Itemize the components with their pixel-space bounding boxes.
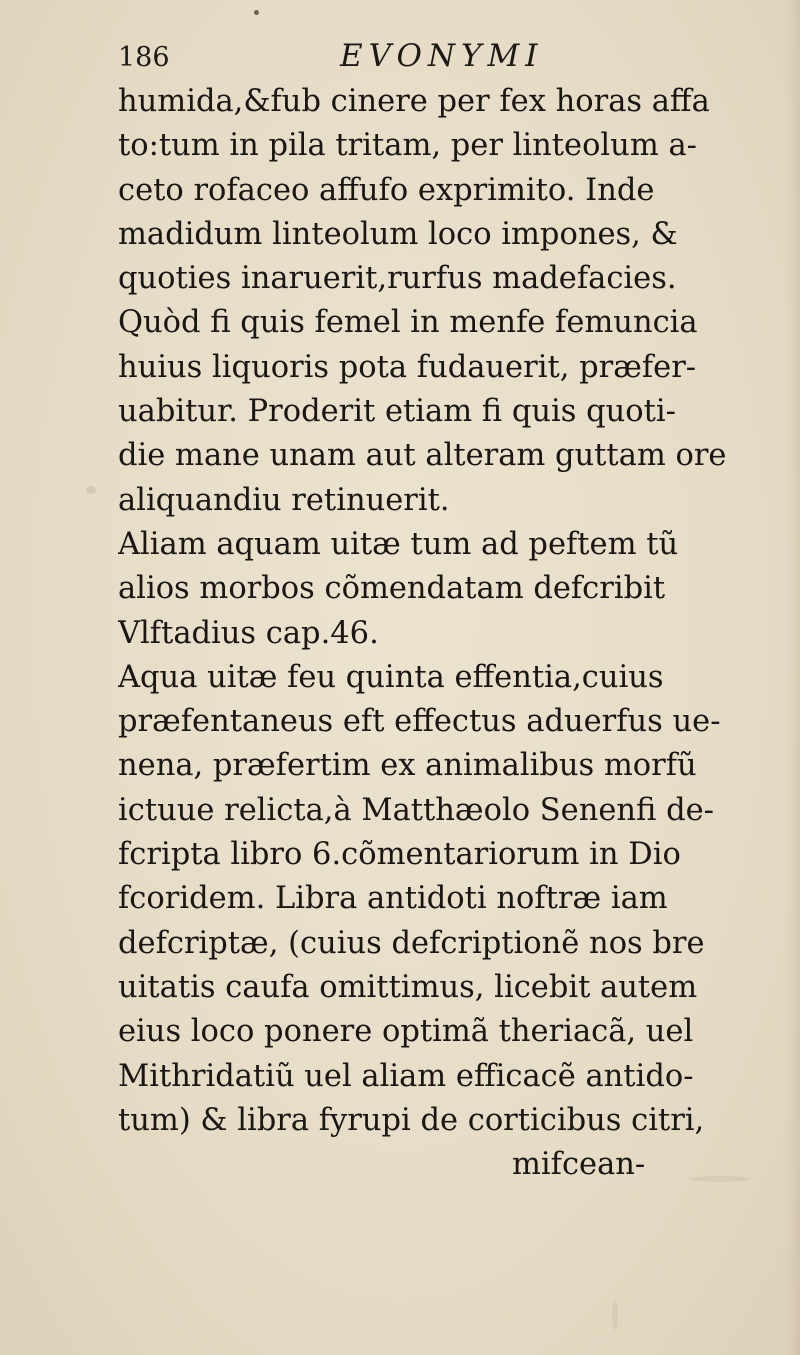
- text-line: madidum linteolum loco impones, &: [118, 216, 678, 252]
- ink-dot: [254, 10, 259, 15]
- text-line: eius loco ponere optimã theriacã, uel: [118, 1014, 694, 1050]
- text-line: fcripta libro 6.cõmentariorum in Dio: [118, 837, 681, 873]
- paper-stain: [612, 1300, 618, 1330]
- text-line: ceto rofaceo affufo exprimito. Inde: [118, 172, 655, 208]
- paper-stain: [86, 486, 96, 494]
- page-number: 186: [118, 42, 170, 73]
- text-line: die mane unam aut alteram guttam ore: [118, 438, 727, 474]
- body-text: [118, 80, 758, 1187]
- text-line: Aliam aquam uitæ tum ad peftem tũ: [118, 526, 679, 562]
- page-edge-shadow: [786, 0, 800, 1355]
- text-line: to:tum in pila tritam, per linteolum a-: [118, 128, 697, 164]
- text-line: defcriptæ, (cuius defcriptionẽ nos bre: [118, 925, 705, 961]
- text-line: uitatis caufa omittimus, licebit autem: [118, 969, 698, 1005]
- page-header: [118, 38, 758, 82]
- text-line: nena, præfertim ex animalibus morfũ: [118, 748, 697, 784]
- text-line: ictuue relicta,à Matthæolo Senenfi de-: [118, 792, 714, 828]
- text-line: aliquandiu retinuerit.: [118, 482, 450, 518]
- running-head: EVONYMI: [340, 38, 544, 74]
- text-line: tum) & libra fyrupi de corticibus citri,: [118, 1102, 705, 1138]
- text-line: huius liquoris pota fudauerit, præfer-: [118, 349, 697, 385]
- text-line: Aqua uitæ feu quinta effentia,cuius: [118, 659, 664, 695]
- text-line: præfentaneus eft effectus aduerfus ue-: [118, 704, 721, 740]
- text-line: alios morbos cõmendatam defcribit: [118, 571, 666, 607]
- text-line: fcoridem. Libra antidoti noftræ iam: [118, 881, 668, 917]
- text-line: quoties inaruerit,rurfus madefacies.: [118, 261, 677, 297]
- text-line: Vlftadius cap.46.: [118, 615, 379, 651]
- text-line: humida,&fub cinere per fex horas affa: [118, 84, 710, 119]
- text-line: uabitur. Proderit etiam fi quis quoti-: [118, 394, 676, 430]
- text-line: Quòd fi quis femel in menfe femuncia: [118, 305, 698, 341]
- catchword: mifcean-: [512, 1147, 646, 1183]
- paper-stain: [690, 1176, 750, 1182]
- text-line: Mithridatiũ uel aliam efficacẽ antido-: [118, 1058, 694, 1094]
